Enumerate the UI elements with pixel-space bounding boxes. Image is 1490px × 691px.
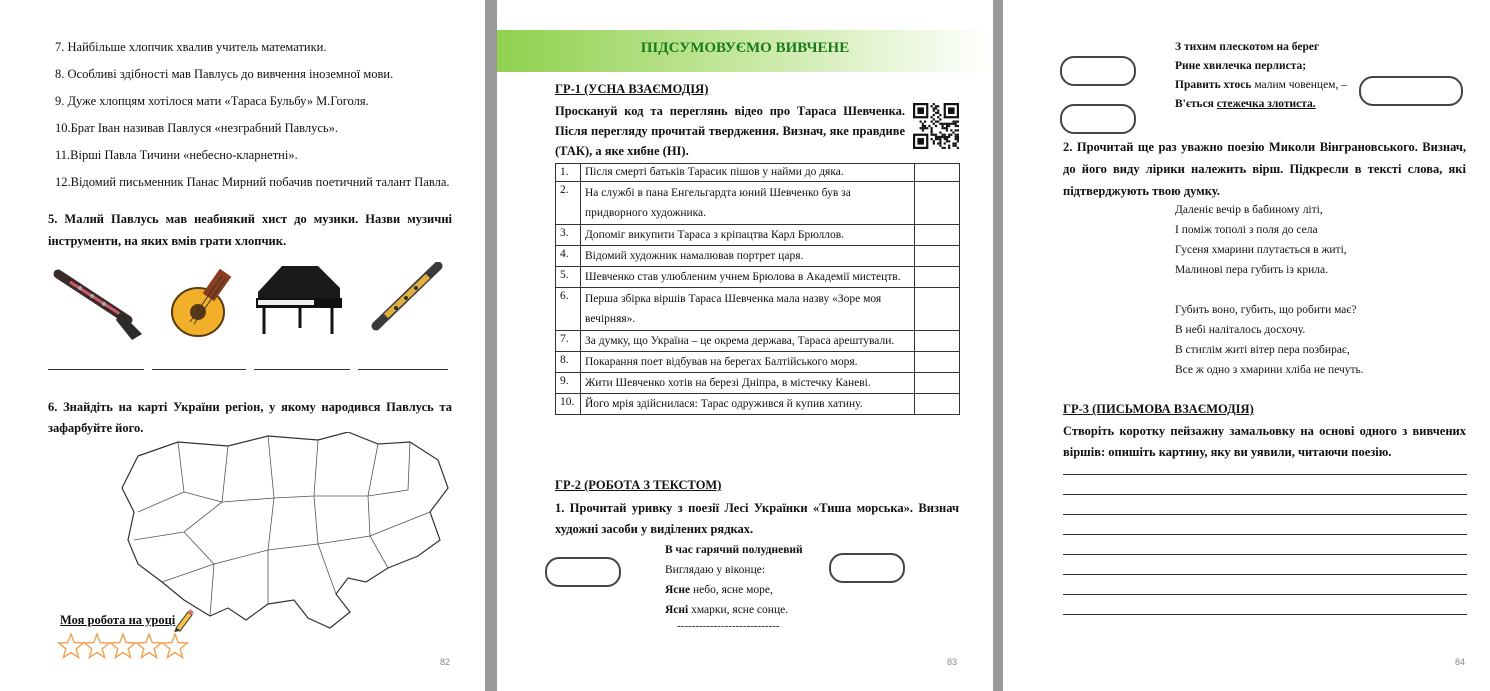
- poem-line: Править хтось малим човенцем, –: [1175, 79, 1347, 91]
- row-number: 5.: [556, 267, 581, 288]
- instruments-row: [50, 262, 450, 342]
- list-item: 10.Брат Іван називав Павлуся «незграбний Павлусь».: [55, 121, 339, 135]
- speech-bubble[interactable]: [1060, 104, 1136, 134]
- clarinet-icon: [58, 274, 142, 340]
- row-number: 7.: [556, 331, 581, 352]
- statement-text: Жити Шевченко хотів на березі Дніпра, в містечку Каневі.: [581, 373, 915, 394]
- answer-line[interactable]: [358, 369, 448, 370]
- poem-line: Губить воно, губить, що робити має?: [1175, 304, 1357, 316]
- table-row: [556, 394, 960, 415]
- poem-line: Все ж одно з хмарини хліба не печуть.: [1175, 364, 1364, 376]
- writing-line[interactable]: [1063, 554, 1467, 555]
- statement-text: Покарання поет відбував на берегах Балтійського моря.: [581, 352, 915, 373]
- page-number: 84: [1455, 657, 1466, 667]
- writing-line[interactable]: [1063, 594, 1467, 595]
- writing-line[interactable]: [1063, 514, 1467, 515]
- poem-line: В небі наліталось досхочу.: [1175, 324, 1306, 336]
- page-title: ПІДСУМОВУЄМО ВИВЧЕНЕ: [640, 40, 850, 56]
- answer-cell[interactable]: [915, 182, 960, 225]
- answer-cell[interactable]: [915, 373, 960, 394]
- poem-line: І поміж тополі з поля до села: [1175, 224, 1318, 236]
- table-row: [556, 225, 960, 246]
- answer-cell[interactable]: [915, 164, 960, 182]
- qr-code-icon[interactable]: [913, 103, 959, 149]
- poem-line: Ясні хмарки, ясне сонце.: [665, 604, 789, 616]
- answer-line[interactable]: [152, 369, 246, 370]
- answer-cell[interactable]: [915, 288, 960, 331]
- table-row: [556, 352, 960, 373]
- statement-text: Відомий художник намалював портрет царя.: [581, 246, 915, 267]
- poem-line: Даленіє вечір в бабиному літі,: [1175, 204, 1323, 216]
- row-number: 3.: [556, 225, 581, 246]
- row-number: 2.: [556, 182, 581, 225]
- star-icon[interactable]: [111, 634, 136, 658]
- page-82: [0, 0, 485, 691]
- list-item: 8. Особливі здібності мав Павлусь до вивчення іноземної мови.: [55, 67, 394, 81]
- task-2: 2. Прочитай ще раз уважно поезію Миколи Вінграновського. Визнач, до його виду лірики належить вірш. Підкресли в тексті слова, які підтверджують твою думку.: [1063, 140, 1466, 198]
- star-icon[interactable]: [59, 634, 84, 658]
- poem-line: Ясне небо, ясне море,: [665, 584, 773, 596]
- star-icon[interactable]: [85, 634, 110, 658]
- gr1-instructions: Проскануй код та переглянь відео про Тараса Шевченка. Після перегляду прочитай твердження. Визнач, яке правдиве (ТАК), а яке хибне (НІ).: [555, 104, 905, 158]
- piano-icon: [256, 266, 342, 334]
- table-row: [556, 331, 960, 352]
- speech-bubble[interactable]: [829, 553, 905, 583]
- answer-line[interactable]: [48, 369, 144, 370]
- row-number: 8.: [556, 352, 581, 373]
- ukraine-map[interactable]: [118, 432, 458, 642]
- row-number: 1.: [556, 164, 581, 182]
- answer-cell[interactable]: [915, 225, 960, 246]
- poem-line: В стиглім житі вітер пера позбирає,: [1175, 344, 1350, 356]
- my-work-label: Моя робота на уроці: [60, 613, 176, 627]
- list-item: 11.Вірші Павла Тичини «небесно-кларнетні».: [55, 148, 298, 162]
- answer-cell[interactable]: [915, 352, 960, 373]
- answer-cell[interactable]: [915, 394, 960, 415]
- gr3-title: ГР-3 (ПИСЬМОВА ВЗАЄМОДІЯ): [1063, 402, 1254, 416]
- statement-text: Допоміг викупити Тараса з кріпацтва Карл Брюллов.: [581, 225, 915, 246]
- statement-text: Шевченко став улюбленим учнем Брюлова в Академії мистецтв.: [581, 267, 915, 288]
- statement-text: Після смерті батьків Тарасик пішов у найми до дяка.: [581, 164, 915, 182]
- answer-line[interactable]: [254, 369, 350, 370]
- statement-text: Перша збірка віршів Тараса Шевченка мала назву «Зоре моя вечірняя».: [581, 288, 915, 331]
- poem-line: Гусеня хмарини плутається в житі,: [1175, 244, 1347, 256]
- table-row: [556, 373, 960, 394]
- row-number: 10.: [556, 394, 581, 415]
- bandura-icon: [172, 269, 231, 336]
- statement-text: Його мрія здійснилася: Тарас одружився й купив хатину.: [581, 394, 915, 415]
- poem-line: Рине хвилечка перлиста;: [1175, 60, 1307, 72]
- writing-line[interactable]: [1063, 494, 1467, 495]
- poem-line: В час гарячий полудневий: [665, 544, 803, 556]
- sopilka-icon: [376, 266, 438, 326]
- statement-text: За думку, що Україна – це окрема держава, Тараса арештували.: [581, 331, 915, 352]
- list-item: 9. Дуже хлопцям хотілося мати «Тараса Бульбу» М.Гоголя.: [55, 94, 369, 108]
- page-83: [497, 0, 993, 691]
- table-row: [556, 288, 960, 331]
- stanza-1: [1175, 200, 1347, 280]
- poem-line: В'ється стежечка злотиста.: [1175, 98, 1316, 110]
- answer-cell[interactable]: [915, 246, 960, 267]
- speech-bubble[interactable]: [545, 557, 621, 587]
- rating-stars[interactable]: [57, 632, 207, 662]
- row-number: 6.: [556, 288, 581, 331]
- speech-bubble[interactable]: [1060, 56, 1136, 86]
- statements-table: [555, 163, 960, 415]
- poem-top: [1175, 38, 1347, 114]
- task-5: 5. Малий Павлусь мав неабиякий хист до музики. Назви музичні інструменти, на яких вмів грати хлопчик.: [48, 212, 452, 248]
- statement-text: На службі в пана Енгельгардта юний Шевченко був за придворного художника.: [581, 182, 915, 225]
- gr1-title: ГР-1 (УСНА ВЗАЄМОДІЯ): [555, 82, 709, 96]
- writing-line[interactable]: [1063, 534, 1467, 535]
- poem-line: Малинові пера губить із крила.: [1175, 264, 1329, 276]
- row-number: 9.: [556, 373, 581, 394]
- gr2-title: ГР-2 (РОБОТА З ТЕКСТОМ): [555, 478, 722, 492]
- table-row: [556, 267, 960, 288]
- poem-line: З тихим плескотом на берег: [1175, 41, 1320, 53]
- poem-line: Виглядаю у віконце:: [665, 564, 766, 576]
- writing-line[interactable]: [1063, 614, 1467, 615]
- table-row: [556, 164, 960, 182]
- table-row: [556, 246, 960, 267]
- list-item: 12.Відомий письменник Панас Мирний побачив поетичний талант Павла.: [55, 175, 450, 189]
- pencil-icon: [172, 608, 194, 632]
- task-6: 6. Знайдіть на карті України регіон, у якому народився Павлусь та зафарбуйте його.: [48, 400, 452, 435]
- star-icon[interactable]: [137, 634, 162, 658]
- table-row: [556, 182, 960, 225]
- stanza-2: [1175, 300, 1364, 380]
- page-84: [1003, 0, 1490, 691]
- answer-cell[interactable]: [915, 331, 960, 352]
- page-number: 83: [947, 657, 958, 667]
- row-number: 4.: [556, 246, 581, 267]
- writing-line[interactable]: [1063, 474, 1467, 475]
- answer-cell[interactable]: [915, 267, 960, 288]
- writing-line[interactable]: [1063, 574, 1467, 575]
- dash-separator: ----------------------------: [677, 620, 780, 632]
- gr2-instructions: 1. Прочитай уривку з поезії Лесі Українки «Тиша морська». Визнач художні засоби у виділених рядках.: [555, 501, 959, 536]
- poem-excerpt: [665, 540, 803, 620]
- star-icon[interactable]: [163, 634, 188, 658]
- list-item: 7. Найбільше хлопчик хвалив учитель математики.: [55, 40, 327, 54]
- page-number: 82: [440, 657, 451, 667]
- speech-bubble[interactable]: [1359, 76, 1463, 106]
- gr3-instructions: Створіть коротку пейзажну замальовку на основі одного з вивчених віршів: опишіть картину, яку ви уявили, читаючи поезію.: [1063, 424, 1466, 459]
